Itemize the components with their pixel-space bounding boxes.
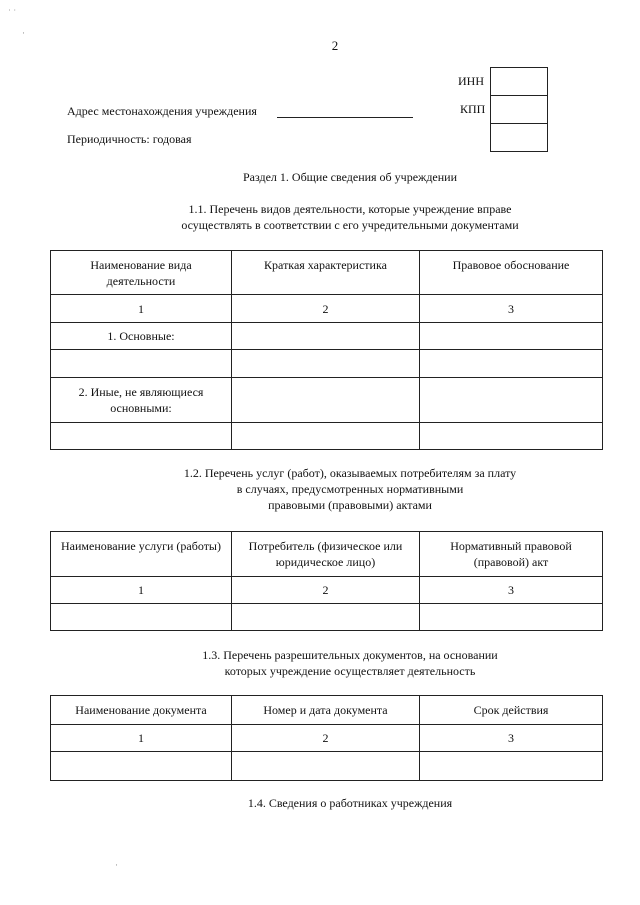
header-text: деятельности — [106, 274, 176, 288]
table-cell — [232, 323, 420, 350]
header-cell: Номер и дата документа — [232, 696, 420, 725]
scan-mark: · — [115, 860, 118, 870]
header-cell: Наименование документа — [51, 696, 232, 725]
header-cell: Краткая характеристика — [232, 251, 420, 295]
header-cell — [420, 532, 603, 577]
inn-kpp-boxes — [490, 67, 548, 152]
permits-table — [50, 695, 603, 781]
table-cell — [420, 350, 603, 378]
table-cell — [420, 423, 603, 450]
table-cell — [420, 604, 603, 631]
number-cell: 2 — [232, 577, 420, 604]
address-label: Адрес местонахождения учреждения — [67, 104, 257, 118]
header-cell: Правовое обоснование — [420, 251, 603, 295]
number-cell: 3 — [420, 295, 603, 323]
section1-title: Раздел 1. Общие сведения об учреждении — [242, 170, 458, 184]
table-row — [51, 577, 603, 604]
header-text: (правовой) акт — [473, 555, 549, 569]
table-row — [51, 752, 603, 781]
s14-title: 1.4. Сведения о работниках учреждения — [247, 796, 453, 810]
table-row — [51, 350, 603, 378]
row-label-cell: 1. Основные: — [51, 323, 232, 350]
table-row — [51, 604, 603, 631]
header-cell: Срок действия — [420, 696, 603, 725]
header-cell — [232, 532, 420, 577]
table-cell — [232, 350, 420, 378]
header-text: Наименование вида — [90, 258, 192, 272]
table-cell — [420, 378, 603, 423]
extra-box — [491, 124, 547, 151]
kpp-label: КПП — [460, 102, 486, 116]
inn-box — [491, 68, 547, 96]
table-cell — [420, 752, 603, 781]
s13-title-line2: которых учреждение осуществляет деятельность — [224, 664, 476, 678]
number-cell: 2 — [232, 295, 420, 323]
scan-mark: ˙ ˙ — [8, 8, 17, 18]
table-row — [51, 725, 603, 752]
header-text: юридическое лицо) — [275, 555, 376, 569]
periodicity-label: Периодичность: годовая — [67, 132, 192, 146]
inn-label: ИНН — [458, 74, 484, 88]
table-header-row — [51, 696, 603, 725]
number-cell: 3 — [420, 577, 603, 604]
header-cell: Наименование услуги (работы) — [51, 532, 232, 577]
page-number: 2 — [331, 38, 339, 53]
row-label-text: 2. Иные, не являющиеся — [78, 385, 204, 399]
address-underline — [277, 117, 413, 118]
s13-title — [0, 647, 640, 679]
table-cell — [51, 423, 232, 450]
table-cell — [232, 378, 420, 423]
scan-mark: · — [22, 28, 25, 38]
s12-title-line3: правовыми (правовыми) актами — [268, 498, 432, 512]
header-text: Потребитель (физическое или — [248, 539, 403, 553]
table-cell — [232, 752, 420, 781]
s12-title — [0, 465, 640, 513]
s11-title-line2: осуществлять в соответствии с его учредительными документами — [181, 218, 519, 232]
header-cell — [51, 251, 232, 295]
table-header-row — [51, 532, 603, 577]
number-cell: 1 — [51, 295, 232, 323]
s11-title-line1: 1.1. Перечень видов деятельности, которые учреждение вправе — [188, 202, 512, 216]
table-cell — [232, 604, 420, 631]
table-cell — [420, 323, 603, 350]
s12-title-line1: 1.2. Перечень услуг (работ), оказываемых потребителям за плату — [183, 466, 517, 480]
table-row — [51, 295, 603, 323]
table-cell — [51, 604, 232, 631]
table-header-row — [51, 251, 603, 295]
services-table — [50, 531, 603, 631]
number-cell: 1 — [51, 725, 232, 752]
table-row — [51, 323, 603, 350]
s13-title-line1: 1.3. Перечень разрешительных документов, на основании — [202, 648, 498, 662]
kpp-box — [491, 96, 547, 124]
table-cell — [51, 752, 232, 781]
number-cell: 2 — [232, 725, 420, 752]
number-cell: 1 — [51, 577, 232, 604]
row-label-cell — [51, 378, 232, 423]
number-cell: 3 — [420, 725, 603, 752]
s11-title — [0, 201, 640, 233]
table-cell — [51, 350, 232, 378]
s12-title-line2: в случаях, предусмотренных нормативными — [236, 482, 464, 496]
table-row — [51, 423, 603, 450]
row-label-text: основными: — [110, 401, 172, 415]
table-row — [51, 378, 603, 423]
header-text: Нормативный правовой — [450, 539, 572, 553]
activities-table — [50, 250, 603, 450]
table-cell — [232, 423, 420, 450]
